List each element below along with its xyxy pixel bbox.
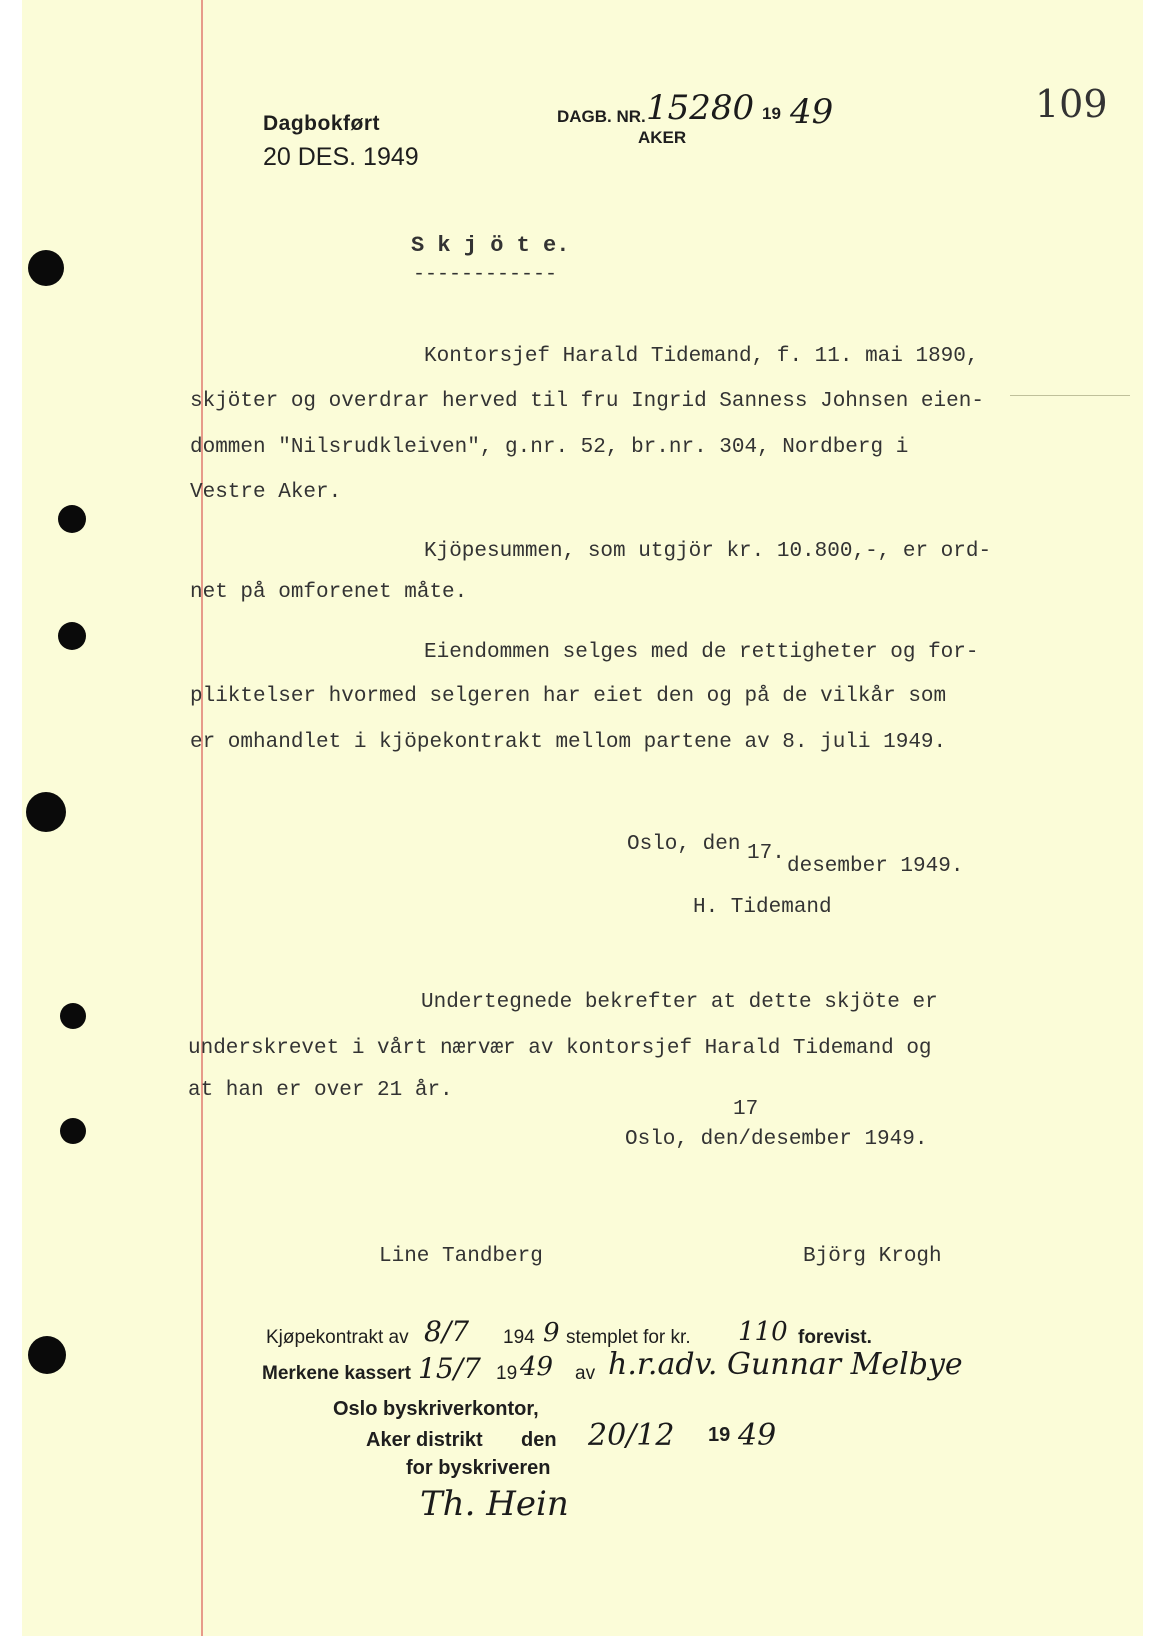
footer-line4-den: den: [521, 1429, 557, 1451]
stamp-dagbokfort: Dagbokført: [263, 112, 380, 135]
fold-line: [1010, 395, 1130, 396]
footer-line2-label: Merkene kassert: [262, 1363, 411, 1384]
date2-text: Oslo, den/desember 1949.: [625, 1128, 928, 1151]
footer-line3: Oslo byskriverkontor,: [333, 1398, 539, 1420]
footer-line2-year: 49: [520, 1352, 554, 1382]
page-edge-left: [0, 0, 22, 1636]
punch-hole: [28, 1336, 66, 1374]
stamp-dagb-prefix: DAGB. NR.: [557, 107, 646, 126]
stamp-date: 20 DES. 1949: [263, 143, 419, 171]
footer-line1-amount: 110: [738, 1317, 788, 1347]
paragraph2-line2: net på omforenet måte.: [190, 581, 468, 604]
witness-line3: at han er over 21 år.: [188, 1079, 453, 1102]
paragraph2-line1: Kjöpesummen, som utgjör kr. 10.800,-, er ord-: [424, 540, 992, 563]
footer-line1-label: Kjøpekontrakt av: [266, 1327, 409, 1348]
paragraph1-line1: Kontorsjef Harald Tidemand, f. 11. mai 1890,: [424, 345, 979, 368]
footer-line2-date: 15/7: [418, 1352, 481, 1385]
footer-line2-19: 19: [496, 1363, 518, 1384]
paragraph1-line2: skjöter og overdrar herved til fru Ingrid Sanness Johnsen eien-: [190, 390, 984, 413]
paragraph1-line3: dommen "Nilsrudkleiven", g.nr. 52, br.nr. 304, Nordberg i: [190, 436, 909, 459]
signer-name: H. Tidemand: [693, 896, 832, 919]
footer-line2-av: av: [575, 1363, 596, 1384]
witness1-name: Line Tandberg: [379, 1245, 543, 1268]
date1-prefix: Oslo, den: [627, 833, 741, 856]
punch-hole: [58, 622, 86, 650]
punch-hole: [60, 1118, 86, 1144]
footer-line1-194: 194: [503, 1327, 535, 1348]
paragraph3-line3: er omhandlet i kjöpekontrakt mellom partene av 8. juli 1949.: [190, 731, 947, 754]
punch-hole: [28, 250, 64, 286]
footer-line2-handwriting: h.r.adv. Gunnar Melbye: [608, 1347, 963, 1382]
footer-line1-date: 8/7: [424, 1315, 470, 1348]
footer-line4-year: 49: [738, 1418, 777, 1453]
paragraph3-line1: Eiendommen selges med de rettigheter og for-: [424, 641, 979, 664]
stamp-aker: AKER: [638, 128, 687, 147]
punch-hole: [60, 1003, 86, 1029]
footer-line4-19: 19: [708, 1424, 731, 1446]
footer-line1-stemplet: stemplet for kr.: [566, 1327, 691, 1348]
date1-rest: desember 1949.: [787, 855, 964, 878]
footer-line1-year: 9: [543, 1318, 560, 1348]
title-underline: ------------: [413, 263, 558, 286]
punch-hole: [58, 505, 86, 533]
page-edge-right: [1143, 0, 1153, 1636]
date1-day: 17.: [747, 842, 785, 865]
document-title: S k j ö t e.: [411, 233, 570, 258]
margin-rule: [201, 0, 203, 1636]
dagb-number: 15280: [646, 88, 755, 128]
punch-hole: [26, 792, 66, 832]
page-number: 109: [1035, 82, 1108, 126]
witness-line2: underskrevet i vårt nærvær av kontorsjef Harald Tidemand og: [188, 1037, 932, 1060]
date2-day: 17: [733, 1098, 759, 1121]
dagb-year: 49: [790, 92, 834, 132]
paragraph3-line2: pliktelser hvormed selgeren har eiet den og på de vilkår som: [190, 685, 947, 708]
footer-line4-date: 20/12: [588, 1418, 675, 1453]
paragraph1-line4: Vestre Aker.: [190, 481, 342, 504]
witness-line1: Undertegnede bekrefter at dette skjöte er: [421, 991, 938, 1014]
footer-line4-label: Aker distrikt: [366, 1429, 483, 1451]
witness2-name: Björg Krogh: [803, 1245, 942, 1268]
stamp-19-mark: 19: [762, 104, 781, 123]
footer-line5: for byskriveren: [406, 1457, 551, 1479]
footer-line1-forevist: forevist.: [798, 1327, 872, 1348]
footer-signature: Th. Hein: [420, 1484, 569, 1524]
